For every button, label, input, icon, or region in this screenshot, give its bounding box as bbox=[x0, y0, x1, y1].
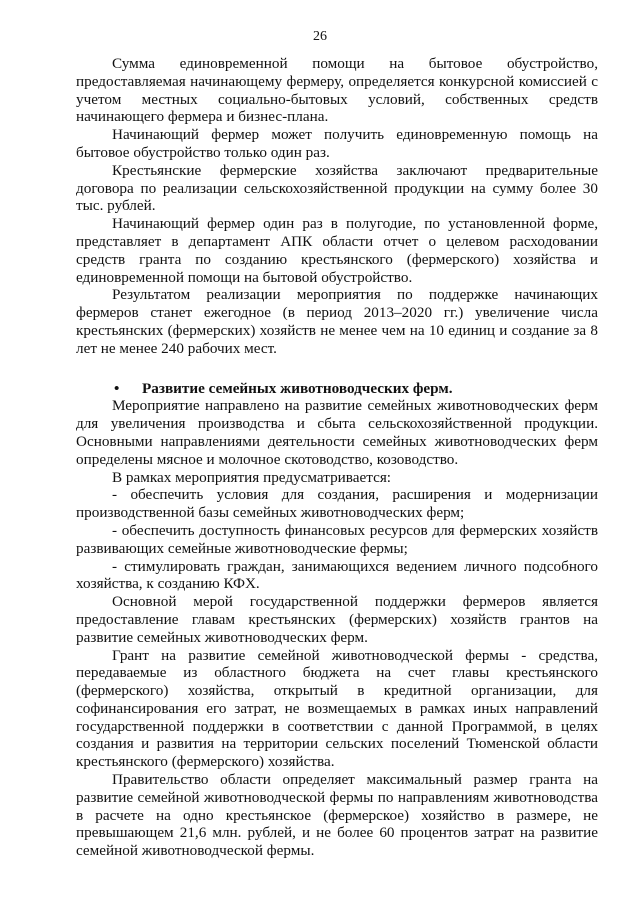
paragraph: Сумма единовременной помощи на бытовое обустройство, предоставляемая начинающему фермеру, определяется конкурсной комиссией с учетом местных социально-бытовых условий, собственных средств начинающего фермера и бизнес-плана. bbox=[76, 55, 598, 126]
list-intro: В рамках мероприятия предусматривается: bbox=[112, 468, 392, 486]
list-item: - стимулировать граждан, занимающихся ведением личного подсобного хозяйства, к созданию КФХ. bbox=[76, 557, 598, 593]
section-spacer bbox=[76, 358, 598, 380]
section-heading-text: Развитие семейных животноводческих ферм. bbox=[142, 379, 453, 397]
paragraph: Начинающий фермер может получить единовременную помощь на бытовое обустройство только один раз. bbox=[76, 126, 598, 161]
paragraph: Основной мерой государственной поддержки фермеров является предоставление главам крестьянских (фермерских) хозяйств грантов на развитие семейных животноводческих ферм. bbox=[76, 593, 598, 646]
list-item: - обеспечить условия для создания, расширения и модернизации производственной базы семейных животноводческих ферм; bbox=[76, 486, 598, 522]
section-heading bbox=[76, 380, 598, 398]
paragraph: Правительство области определяет максимальный размер гранта на развитие семейной животноводческой фермы по направлениям животноводства в расчете на одно крестьянское (фермерское) хозяйство в размере, не превышающем 21,6 млн. рублей, и не более 60 процентов затрат на развитие семейной животноводческой фермы. bbox=[76, 771, 598, 860]
paragraph: Крестьянские фермерские хозяйства заключают предварительные договора по реализации сельскохозяйственной продукции на сумму более 30 тыс. рублей. bbox=[76, 161, 598, 215]
paragraph: Результатом реализации мероприятия по поддержке начинающих фермеров станет ежегодное (в период 2013–2020 гг.) увеличение числа крестьянских (фермерских) хозяйств не менее чем на 10 единиц и создание за 8 лет не менее 240 рабочих мест. bbox=[76, 286, 598, 357]
document-body bbox=[76, 55, 598, 860]
page-number: 26 bbox=[313, 29, 327, 44]
paragraph: Начинающий фермер один раз в полугодие, по установленной форме, представляет в департамент АПК области отчет о целевом расходовании средств гранта по созданию крестьянского (фермерского) хозяйства и единовременной помощи на бытовой обустройство. bbox=[76, 215, 598, 286]
bullet-icon: • bbox=[114, 379, 120, 397]
paragraph: Грант на развитие семейной животноводческой фермы - средства, передаваемые из областного бюджета на счет главы крестьянского (фермерского) хозяйства, открытый в кредитной организации, для софинансирования его затрат, не возмещаемых в рамках иных направлений государственной поддержки в соответствии с данной Программой, в целях создания и развития на территории сельских поселений Тюменской области крестьянского (фермерского) хозяйства. bbox=[76, 646, 598, 771]
list-item: - обеспечить доступность финансовых ресурсов для фермерских хозяйств развивающих семейные животноводческие фермы; bbox=[76, 521, 598, 557]
paragraph: Мероприятие направлено на развитие семейных животноводческих ферм для увеличения производства и сбыта сельскохозяйственной продукции. Основными направлениями деятельности семейных животноводческих ферм определены мясное и молочное скотоводство, козоводство. bbox=[76, 397, 598, 468]
